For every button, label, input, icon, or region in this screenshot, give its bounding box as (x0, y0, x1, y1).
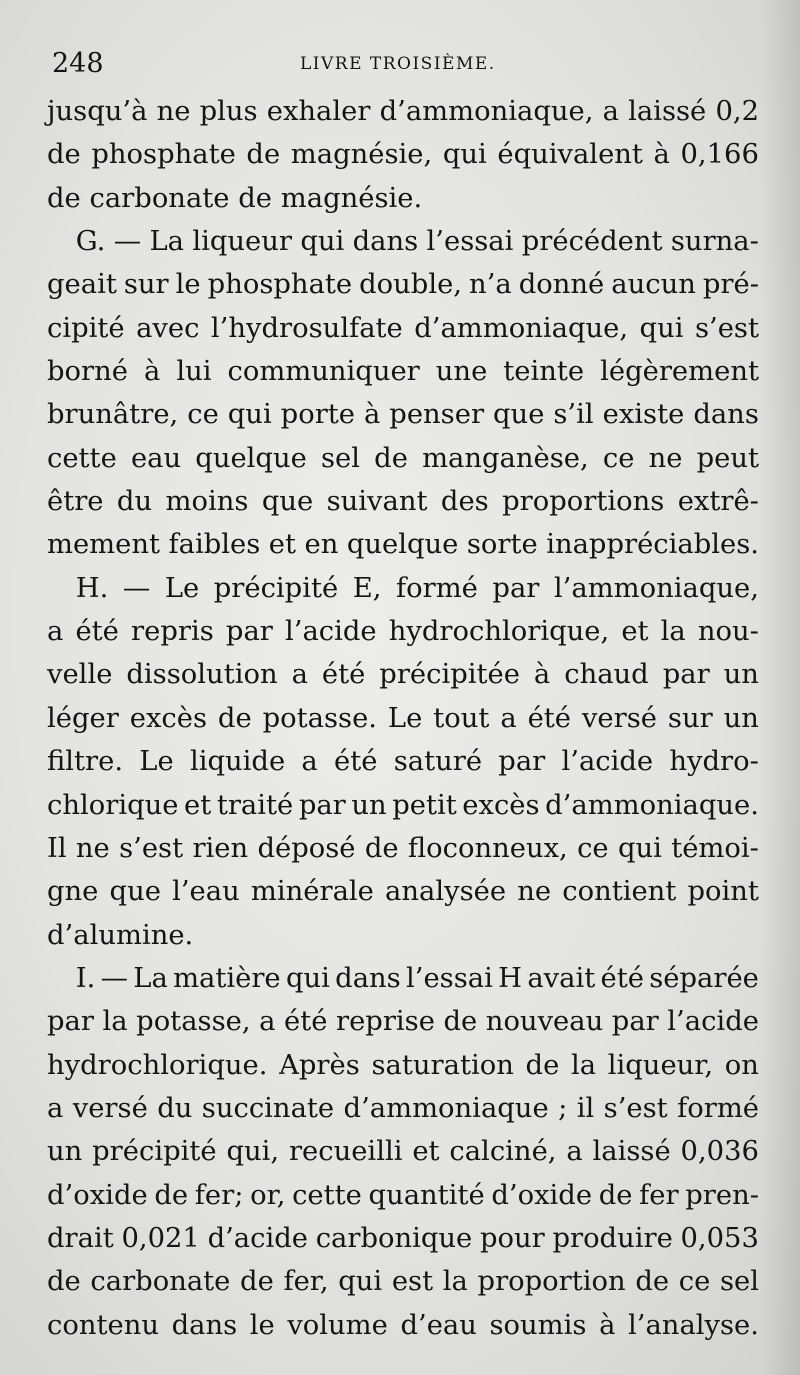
word: l’essai (406, 962, 493, 994)
text-line (47, 220, 759, 263)
word: I. (75, 962, 96, 994)
word: de (217, 702, 252, 734)
word: l’essai (426, 226, 514, 258)
word: laissé (592, 1136, 671, 1168)
word: velle (47, 659, 113, 691)
word: minérale (250, 876, 374, 908)
word: pren- (685, 1179, 759, 1211)
word: pour (479, 1222, 545, 1254)
word: s’est (119, 832, 184, 864)
word: formé (395, 572, 478, 604)
word: chaud (564, 659, 649, 691)
word: mement (47, 529, 161, 561)
word: en (304, 529, 339, 561)
word: geait (47, 269, 117, 301)
word: calciné, (449, 1136, 557, 1168)
word: la (570, 1049, 597, 1081)
word: drait (47, 1222, 114, 1254)
word: un (723, 702, 759, 734)
word: carbonate (89, 182, 230, 214)
text-line (47, 567, 759, 610)
word: quelque (195, 442, 307, 474)
word: l’acide (667, 1006, 759, 1038)
word: témoi- (671, 832, 759, 864)
text-line (47, 480, 759, 523)
word: la (660, 616, 686, 648)
word: du (157, 1092, 193, 1124)
word: l’hydrosulfate (210, 312, 403, 344)
word: par (47, 1006, 94, 1038)
word: contient (562, 876, 677, 908)
word: par (492, 572, 540, 604)
word: a (500, 702, 517, 734)
word: de (47, 182, 81, 214)
word: nou- (697, 616, 759, 648)
word: formé (677, 1092, 759, 1124)
word: précipité (213, 572, 339, 604)
word: de (240, 1266, 274, 1298)
word: fer (639, 1179, 679, 1211)
word: faibles (168, 529, 261, 561)
word: a (602, 96, 619, 127)
word: surna- (670, 226, 759, 258)
word: potasse, (136, 1006, 251, 1038)
word: équivalent (497, 139, 643, 171)
word: quantité (368, 1179, 485, 1211)
word: moins (165, 486, 249, 518)
word: G. (75, 226, 106, 258)
word: qui (639, 312, 684, 344)
word: à (143, 356, 161, 388)
word: chlorique (47, 789, 179, 821)
text-line (47, 437, 759, 480)
word: la (442, 1266, 468, 1298)
word: n’a (469, 269, 512, 301)
word: cette (292, 1179, 362, 1211)
word: cipité (47, 312, 125, 344)
word: l’eau (172, 876, 240, 908)
word: phosphate (91, 139, 236, 171)
word: volume (287, 1309, 388, 1341)
word: être (47, 486, 104, 518)
word: ce (187, 399, 219, 431)
word: H (498, 962, 523, 994)
word: Le (164, 572, 200, 604)
word: sur (667, 702, 713, 734)
text-line (47, 263, 759, 306)
word: par (298, 789, 346, 821)
word: nouveau (485, 1006, 604, 1038)
word: le (249, 1309, 275, 1341)
word: de (374, 442, 408, 474)
word: par (225, 616, 273, 648)
word: a (566, 1136, 583, 1168)
word: suivant (326, 486, 428, 518)
word: s’il (553, 399, 594, 431)
word: une (435, 356, 488, 388)
word: le (175, 269, 201, 301)
word: — (113, 226, 142, 258)
word: d’eau (400, 1309, 477, 1341)
word: l’analyse. (628, 1309, 759, 1341)
word: quelque (346, 529, 459, 561)
text-line (47, 1087, 759, 1130)
word: avec (136, 312, 200, 344)
body-text (47, 90, 759, 1347)
word: qui (338, 1266, 383, 1298)
word: ne (648, 442, 683, 474)
word: a (301, 746, 318, 778)
word: précipité (92, 1136, 217, 1168)
word: à (653, 139, 670, 171)
word: d’ammoniaque, (379, 96, 594, 127)
word: dissolution (126, 659, 278, 691)
word: qui (227, 399, 272, 431)
word: séparée (649, 962, 759, 994)
word: l’ammoniaque, (553, 572, 759, 604)
word: double, (359, 269, 463, 301)
word: sel (719, 1266, 759, 1298)
text-line (47, 1000, 759, 1043)
word: de (47, 139, 81, 171)
word: exhaler (266, 96, 371, 127)
word: ce (678, 1266, 711, 1298)
word: Le (139, 746, 174, 778)
word: dans (171, 1309, 238, 1341)
word: liqueur (192, 226, 292, 258)
word: point (687, 876, 759, 908)
word: versé (581, 702, 657, 734)
word: ce (577, 832, 609, 864)
word: magnésie. (280, 182, 423, 214)
word: 0,2 (715, 96, 759, 127)
text-line (47, 393, 759, 436)
word: reprise (335, 1006, 435, 1038)
word: repris (131, 616, 214, 648)
text-line (47, 307, 759, 350)
word: d’oxide (47, 1179, 148, 1211)
word: de (525, 1049, 560, 1081)
word: gne (47, 876, 99, 908)
word: qui (442, 139, 487, 171)
word: ce (602, 442, 635, 474)
word: à (599, 1309, 616, 1341)
word: et (412, 1136, 440, 1168)
word: des (440, 486, 489, 518)
word: a (47, 616, 64, 648)
word: sel (320, 442, 360, 474)
word: hydrochlorique. (47, 1049, 268, 1081)
word: Il (47, 832, 67, 864)
word: H. (75, 572, 109, 604)
word: de (635, 1266, 670, 1298)
word: qui, (226, 1136, 280, 1168)
word: et (268, 529, 296, 561)
word: floconneux, (407, 832, 568, 864)
word: par (662, 659, 710, 691)
word: laissé (628, 96, 707, 127)
word: hydrochlorique, (388, 616, 610, 648)
word: de (154, 1179, 189, 1211)
running-title: LIVRE TROISIÈME. (300, 54, 496, 74)
word: 0,021 (121, 1222, 200, 1254)
word: été (75, 616, 119, 648)
word: Le (387, 702, 423, 734)
word: d’ammoniaque (343, 1092, 549, 1124)
word: de (246, 139, 281, 171)
word: borné (47, 356, 128, 388)
word: un (723, 659, 759, 691)
word: donné (518, 269, 605, 301)
word: précédent (521, 226, 663, 258)
word: proportion (477, 1266, 626, 1298)
word: avait (527, 962, 596, 994)
word: à (363, 399, 381, 431)
word: Après (279, 1049, 360, 1081)
word: il (576, 1092, 595, 1124)
text-line (47, 1044, 759, 1087)
word: qui (617, 832, 662, 864)
word: soumis (489, 1309, 587, 1341)
word: et (621, 616, 649, 648)
text-line (47, 653, 759, 696)
word: d’ammoniaque, (414, 312, 629, 344)
text-line (47, 784, 759, 827)
word: d’alumine. (47, 919, 194, 951)
word: matière (173, 962, 281, 994)
word: peut (696, 442, 759, 474)
word: on (724, 1049, 759, 1081)
word: d’oxide (491, 1179, 593, 1211)
word: — (122, 572, 151, 604)
word: carbonate (90, 1266, 231, 1298)
text-line (47, 350, 759, 393)
word: proportions (502, 486, 665, 518)
word: de (47, 1266, 81, 1298)
word: communiquer (227, 356, 420, 388)
word: et (184, 789, 212, 821)
word: excès (462, 789, 540, 821)
word: eau (130, 442, 182, 474)
word: que (261, 486, 314, 518)
word: d’acide (207, 1222, 308, 1254)
word: ; (558, 1092, 568, 1124)
word: La (133, 962, 168, 994)
word: est (391, 1266, 434, 1298)
word: pré- (702, 269, 759, 301)
word: fer, (283, 1266, 329, 1298)
word: déposé (257, 832, 356, 864)
word: dans (352, 226, 419, 258)
word: analysée (385, 876, 507, 908)
word: l’acide (561, 746, 654, 778)
word: produire (552, 1222, 673, 1254)
word: a (291, 659, 308, 691)
word: E, (352, 572, 382, 604)
word: légèrement (600, 356, 759, 388)
word: petit (392, 789, 457, 821)
word: ne (75, 832, 110, 864)
word: qui (285, 962, 330, 994)
text-line (47, 90, 759, 133)
word: — (100, 962, 128, 994)
word: cette (47, 442, 117, 474)
word: de (238, 182, 273, 214)
word: lui (176, 356, 212, 388)
word: léger (47, 702, 119, 734)
word: s’est (603, 1092, 668, 1124)
text-line (47, 523, 759, 566)
running-head (0, 46, 800, 82)
word: été (284, 1006, 328, 1038)
word: la (102, 1006, 128, 1038)
word: tout (433, 702, 490, 734)
word: dans (693, 399, 759, 431)
word: plus (199, 96, 258, 127)
word: a (47, 1092, 64, 1124)
word: de (598, 1179, 633, 1211)
text-line (47, 610, 759, 653)
word: de (443, 1006, 478, 1038)
word: extrê- (677, 486, 759, 518)
word: carbonique (315, 1222, 473, 1254)
word: qui (300, 226, 345, 258)
word: été (527, 702, 572, 734)
word: que (493, 399, 545, 431)
text-line (47, 697, 759, 740)
word: saturation (371, 1049, 514, 1081)
word: phosphate (207, 269, 353, 301)
word: que (109, 876, 161, 908)
word: a (259, 1006, 276, 1038)
word: un (351, 789, 387, 821)
word: été (334, 746, 378, 778)
word: d’ammoniaque. (545, 789, 759, 821)
word: fer; (194, 1179, 244, 1211)
word: manganèse, (422, 442, 589, 474)
word: succinate (201, 1092, 335, 1124)
word: aucun (611, 269, 696, 301)
word: brunâtre, (47, 399, 179, 431)
word: liqueur, (607, 1049, 714, 1081)
word: par (611, 1006, 659, 1038)
word: magnésie, (290, 139, 433, 171)
word: 0,053 (680, 1222, 759, 1254)
word: jusqu’à (47, 96, 148, 127)
word: hydro- (669, 746, 759, 778)
word: du (116, 486, 153, 518)
word: versé (72, 1092, 148, 1124)
word: contenu (47, 1309, 159, 1341)
word: 0,166 (680, 139, 759, 171)
word: s’est (694, 312, 759, 344)
word: or, (250, 1179, 286, 1211)
page-edge-shadow (760, 0, 800, 1375)
text-line (47, 914, 759, 957)
text-line (47, 740, 759, 783)
word: existe (602, 399, 685, 431)
word: par (498, 746, 546, 778)
word: ne (156, 96, 191, 127)
word: excès (129, 702, 207, 734)
word: l’acide (285, 616, 377, 648)
word: un (47, 1136, 83, 1168)
word: penser (389, 399, 485, 431)
word: saturé (393, 746, 483, 778)
text-line (47, 1304, 759, 1347)
text-line (47, 827, 759, 870)
word: été (321, 659, 366, 691)
word: porte (280, 399, 356, 431)
word: dans (335, 962, 401, 994)
word: traité (216, 789, 294, 821)
text-line (47, 177, 759, 220)
page-number: 248 (52, 48, 104, 79)
word: liquide (189, 746, 286, 778)
text-line (47, 1130, 759, 1173)
word: recueilli (288, 1136, 403, 1168)
text-line (47, 1217, 759, 1260)
word: été (600, 962, 644, 994)
word: inappréciables. (546, 529, 759, 561)
word: potasse. (262, 702, 377, 734)
word: 0,036 (680, 1136, 759, 1168)
word: précipitée (379, 659, 520, 691)
word: teinte (503, 356, 585, 388)
word: ne (517, 876, 552, 908)
word: sorte (466, 529, 538, 561)
word: à (533, 659, 551, 691)
text-line (47, 133, 759, 176)
text-line (47, 870, 759, 913)
word: rien (192, 832, 249, 864)
word: La (149, 226, 184, 258)
word: sur (123, 269, 169, 301)
text-line (47, 1260, 759, 1303)
word: filtre. (47, 746, 124, 778)
text-line (47, 957, 759, 1000)
text-line (47, 1174, 759, 1217)
word: de (364, 832, 399, 864)
